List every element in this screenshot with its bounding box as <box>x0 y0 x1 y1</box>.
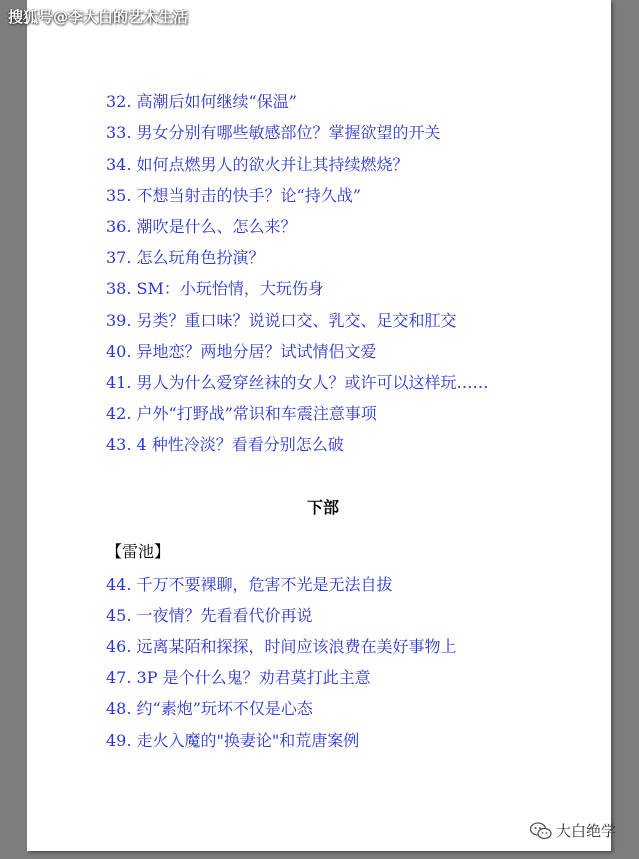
toc-item-45[interactable]: 45. 一夜情？先看看代价再说 <box>106 606 313 625</box>
toc-item-38[interactable]: 38. SM：小玩怡情，大玩伤身 <box>106 279 324 298</box>
toc-item-47[interactable]: 47. 3P 是个什么鬼？劝君莫打此主意 <box>106 668 371 687</box>
toc-item-44[interactable]: 44. 千万不要裸聊，危害不光是无法自拔 <box>106 575 393 594</box>
toc-item-46[interactable]: 46. 远离某陌和探探，时间应该浪费在美好事物上 <box>106 637 457 656</box>
toc-item-41[interactable]: 41. 男人为什么爱穿丝袜的女人？或许可以这样玩…… <box>106 373 489 392</box>
toc-item-36[interactable]: 36. 潮吹是什么、怎么来？ <box>106 217 297 236</box>
toc-item-48[interactable]: 48. 约“素炮”玩坏不仅是心态 <box>106 699 313 718</box>
toc-item-39[interactable]: 39. 另类？重口味？说说口交、乳交、足交和肛交 <box>106 311 457 330</box>
toc-item-35[interactable]: 35. 不想当射击的快手？论“持久战” <box>106 186 361 205</box>
toc-item-33[interactable]: 33. 男女分别有哪些敏感部位？掌握欲望的开关 <box>106 123 441 142</box>
watermark-bottom <box>530 820 616 841</box>
toc-item-37[interactable]: 37. 怎么玩角色扮演？ <box>106 248 265 267</box>
toc-item-34[interactable]: 34. 如何点燃男人的欲火并让其持续燃烧？ <box>106 155 409 174</box>
toc-item-32[interactable]: 32. 高潮后如何继续“保温” <box>106 92 297 111</box>
watermark-bottom-text: 大白绝学 <box>556 822 617 840</box>
toc-item-42[interactable]: 42. 户外“打野战”常识和车震注意事项 <box>106 404 377 423</box>
watermark-top: 搜狐号@李大白的艺术生活 <box>8 8 189 26</box>
category-label: 【雷池】 <box>106 542 171 561</box>
wechat-icon <box>530 822 552 840</box>
toc-item-43[interactable]: 43. 4 种性冷淡？看看分别怎么破 <box>106 435 344 454</box>
toc-item-49[interactable]: 49. 走火入魔的"换妻论"和荒唐案例 <box>106 731 360 750</box>
section-heading: 下部 <box>307 498 340 517</box>
toc-item-40[interactable]: 40. 异地恋？两地分居？试试情侣文爱 <box>106 342 377 361</box>
